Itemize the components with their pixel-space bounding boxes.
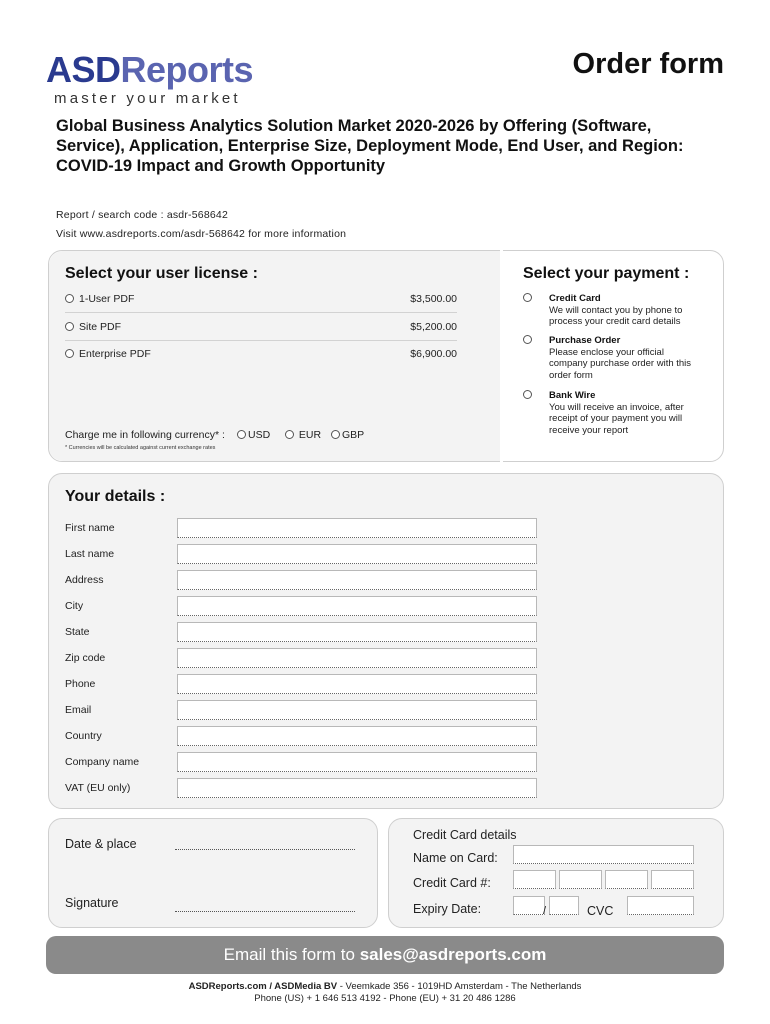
license-price: $5,200.00 xyxy=(410,321,457,333)
cvc-label: CVC xyxy=(587,904,614,918)
cvc-input[interactable] xyxy=(627,896,694,915)
field-input[interactable] xyxy=(177,700,537,720)
license-option-enterprise[interactable] xyxy=(65,346,457,374)
license-price: $6,900.00 xyxy=(410,348,457,360)
logo-part-asd: ASD xyxy=(46,49,121,90)
currency-name: USD xyxy=(248,429,271,441)
currency-option-gbp[interactable] xyxy=(331,429,364,441)
radio-button[interactable] xyxy=(331,430,340,439)
email-prefix: Email this form to xyxy=(223,945,360,964)
asdreports-logo xyxy=(46,50,253,90)
field-label: Phone xyxy=(65,678,96,690)
expiry-separator: / xyxy=(543,905,547,917)
field-label: City xyxy=(65,600,84,612)
field-input[interactable] xyxy=(177,622,537,642)
email-banner xyxy=(46,936,724,974)
payment-name: Credit Card xyxy=(549,293,601,304)
expiry-year-input[interactable] xyxy=(549,896,579,915)
field-label: Address xyxy=(65,574,104,586)
currency-option-eur[interactable] xyxy=(285,429,321,441)
field-input[interactable] xyxy=(177,778,537,798)
currency-note: * Currencies will be calculated against current exchange rates xyxy=(65,445,216,451)
radio-button[interactable] xyxy=(523,293,532,302)
radio-button[interactable] xyxy=(65,294,74,303)
license-name: Site PDF xyxy=(79,321,122,333)
radio-button[interactable] xyxy=(65,322,74,331)
email-link[interactable]: sales@asdreports.com xyxy=(359,945,547,964)
radio-button[interactable] xyxy=(237,430,246,439)
field-label: VAT (EU only) xyxy=(65,782,131,794)
license-name: 1-User PDF xyxy=(79,293,135,305)
field-input[interactable] xyxy=(177,752,537,772)
field-label: Country xyxy=(65,730,102,742)
radio-button[interactable] xyxy=(523,390,532,399)
license-price: $3,500.00 xyxy=(410,293,457,305)
license-option-site[interactable] xyxy=(65,319,457,347)
license-name: Enterprise PDF xyxy=(79,348,151,360)
field-input[interactable] xyxy=(177,726,537,746)
field-input[interactable] xyxy=(177,596,537,616)
field-input[interactable] xyxy=(177,648,537,668)
footer-phones: Phone (US) + 1 646 513 4192 - Phone (EU) + 31 20 486 1286 xyxy=(254,993,516,1004)
field-label: First name xyxy=(65,522,115,534)
footer-address-text: - Veemkade 356 - 1019HD Amsterdam - The Netherlands xyxy=(337,981,582,992)
details-section-title: Your details : xyxy=(65,488,166,505)
payment-description: Please enclose your official company purchase order with this order form xyxy=(549,346,692,381)
currency-name: GBP xyxy=(342,429,365,441)
date-place-label: Date & place xyxy=(65,837,137,851)
payment-description: We will contact you by phone to process your credit card details xyxy=(549,304,683,327)
logo-tagline: master your market xyxy=(54,90,241,107)
currency-name: EUR xyxy=(298,429,322,441)
card-number-label: Credit Card #: xyxy=(413,876,491,890)
payment-description: You will receive an invoice, after receipt of your payment you will receive your report xyxy=(549,401,684,436)
signature-panel xyxy=(48,818,378,928)
currency-option-usd[interactable] xyxy=(237,429,270,441)
field-input[interactable] xyxy=(177,544,537,564)
signature-field[interactable] xyxy=(175,911,355,912)
card-number-input-1[interactable] xyxy=(513,870,556,889)
signature-label: Signature xyxy=(65,896,119,910)
report-code: Report / search code : asdr-568642 xyxy=(56,209,228,221)
credit-card-title: Credit Card details xyxy=(413,828,517,842)
currency-label: Charge me in following currency* : xyxy=(65,429,225,441)
divider xyxy=(65,312,457,313)
field-input[interactable] xyxy=(177,518,537,538)
payment-panel xyxy=(503,251,723,461)
report-title: Global Business Analytics Solution Market 2020-2026 by Offering (Software, Service), Application, Enterprise Size, Deployment Mode, End User, and Region: COVID-19 Impact and Growth Opportunity xyxy=(56,117,684,175)
name-on-card-label: Name on Card: xyxy=(413,851,498,865)
card-number-input-4[interactable] xyxy=(651,870,694,889)
report-visit-info: Visit www.asdreports.com/asdr-568642 for more information xyxy=(56,228,347,240)
field-label: Zip code xyxy=(65,652,106,664)
name-on-card-input[interactable] xyxy=(513,845,694,864)
radio-button[interactable] xyxy=(523,335,532,344)
expiry-date-label: Expiry Date: xyxy=(413,902,482,916)
credit-card-panel xyxy=(388,818,724,928)
field-input[interactable] xyxy=(177,570,537,590)
divider xyxy=(65,340,457,341)
field-input[interactable] xyxy=(177,674,537,694)
panel-gap xyxy=(500,250,503,462)
payment-section-title: Select your payment : xyxy=(523,265,690,282)
footer-company: ASDReports.com / ASDMedia BV xyxy=(188,981,338,992)
payment-name: Bank Wire xyxy=(549,390,596,401)
field-label: Email xyxy=(65,704,92,716)
card-number-input-2[interactable] xyxy=(559,870,602,889)
radio-button[interactable] xyxy=(65,349,74,358)
field-label: Company name xyxy=(65,756,140,768)
field-label: Last name xyxy=(65,548,115,560)
date-place-field[interactable] xyxy=(175,849,355,850)
page-title: Order form xyxy=(572,48,724,80)
details-panel xyxy=(48,473,724,809)
field-label: State xyxy=(65,626,90,638)
radio-button[interactable] xyxy=(285,430,294,439)
footer-address xyxy=(0,981,770,992)
card-number-input-3[interactable] xyxy=(605,870,648,889)
payment-name: Purchase Order xyxy=(549,335,621,346)
license-payment-panel xyxy=(48,250,724,462)
license-section-title: Select your user license : xyxy=(65,265,258,282)
license-option-1-user[interactable] xyxy=(65,291,457,319)
expiry-month-input[interactable] xyxy=(513,896,545,915)
logo-part-reports: Reports xyxy=(120,49,254,90)
